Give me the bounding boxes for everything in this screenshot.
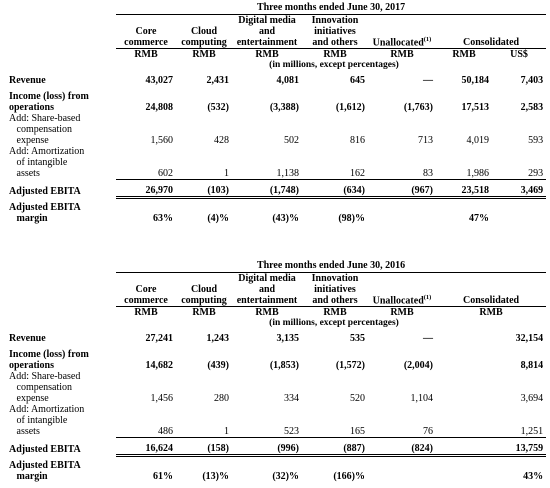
cell: 83 bbox=[368, 146, 436, 179]
seg-cloud: Cloud computing bbox=[181, 26, 227, 48]
row-label: Revenue bbox=[9, 333, 46, 345]
row-label: Adjusted EBITA bbox=[9, 444, 81, 456]
cell: 43% bbox=[523, 471, 544, 483]
cell: 520 bbox=[350, 393, 365, 405]
cell bbox=[492, 197, 546, 224]
cell: 334 bbox=[284, 393, 299, 405]
table-row bbox=[6, 455, 546, 482]
cell: 23,518 bbox=[436, 179, 492, 197]
cell: 502 bbox=[284, 135, 299, 147]
cell: 4,019 bbox=[466, 135, 489, 147]
row-label: Add: Share-based compensation expense bbox=[9, 371, 81, 405]
table-row bbox=[6, 197, 546, 224]
currency-rmb: RMB bbox=[232, 307, 302, 319]
currency-rmb: RMB bbox=[302, 49, 368, 61]
cell: (634) bbox=[302, 179, 368, 197]
seg-unallocated: Unallocated$^{(1)}$ bbox=[372, 293, 432, 306]
cell: 1,251 bbox=[436, 404, 546, 437]
cell: 4,081 bbox=[276, 75, 299, 87]
table-2016 bbox=[6, 260, 546, 482]
cell: 50,184 bbox=[461, 75, 489, 87]
cell: (13)% bbox=[202, 471, 229, 483]
cell: (1,763) bbox=[403, 102, 433, 114]
row-label: Add: Share-based compensation expense bbox=[9, 113, 81, 147]
table-row bbox=[6, 371, 546, 404]
cell: 8,814 bbox=[520, 360, 544, 372]
cell: 645 bbox=[350, 75, 365, 87]
cell: 162 bbox=[302, 146, 368, 179]
cell: 280 bbox=[214, 393, 229, 405]
cell: 24,808 bbox=[145, 102, 173, 114]
cell: (2,004) bbox=[403, 360, 433, 372]
cell: (98)% bbox=[338, 213, 365, 225]
cell: 816 bbox=[350, 135, 365, 147]
seg-core: Core commerce bbox=[124, 284, 168, 306]
table-row bbox=[6, 344, 546, 371]
seg-cloud: Cloud computing bbox=[181, 284, 227, 306]
seg-consolidated: Consolidated bbox=[462, 37, 520, 48]
row-label: Adjusted EBITA margin bbox=[9, 460, 81, 483]
cell: 1,986 bbox=[436, 146, 492, 179]
cell: (1,748) bbox=[232, 179, 302, 197]
cell: (824) bbox=[368, 437, 436, 455]
cell: 76 bbox=[368, 404, 436, 437]
table-row bbox=[6, 404, 546, 437]
units-note: (in millions, except percentages) bbox=[269, 60, 399, 70]
cell: (103) bbox=[176, 179, 232, 197]
period-heading: Three months ended June 30, 2016 bbox=[116, 260, 546, 273]
row-label: Revenue bbox=[9, 75, 46, 87]
seg-digital: Digital media and entertainment bbox=[236, 273, 298, 306]
cell: (166)% bbox=[333, 471, 365, 483]
cell: (967) bbox=[368, 179, 436, 197]
currency-rmb: RMB bbox=[368, 49, 436, 61]
cell: (1,612) bbox=[335, 102, 365, 114]
cell: 602 bbox=[116, 146, 176, 179]
cell: 165 bbox=[302, 404, 368, 437]
cell: 1,243 bbox=[206, 333, 229, 345]
seg-digital: Digital media and entertainment bbox=[236, 15, 298, 48]
period-heading: Three months ended June 30, 2017 bbox=[116, 2, 546, 15]
cell: 535 bbox=[350, 333, 365, 345]
cell: 1,138 bbox=[232, 146, 302, 179]
cell: 3,694 bbox=[520, 393, 544, 405]
cell: 26,970 bbox=[116, 179, 176, 197]
cell: 523 bbox=[232, 404, 302, 437]
row-label: Add: Amortization of intangible assets bbox=[9, 146, 85, 180]
cell: 13,759 bbox=[436, 437, 546, 455]
cell: 1 bbox=[176, 146, 232, 179]
currency-rmb: RMB bbox=[232, 49, 302, 61]
section-2016 bbox=[0, 260, 550, 482]
cell: 2,431 bbox=[206, 75, 229, 87]
cell: 293 bbox=[492, 146, 546, 179]
seg-consolidated: Consolidated bbox=[462, 295, 520, 306]
units-note: (in millions, except percentages) bbox=[269, 318, 399, 328]
table-row bbox=[6, 328, 546, 344]
row-label: Adjusted EBITA margin bbox=[9, 202, 81, 225]
seg-innovation: Innovation initiatives and others bbox=[311, 15, 359, 48]
seg-unallocated: Unallocated$^{(1)}$ bbox=[372, 35, 432, 48]
table-row bbox=[6, 70, 546, 86]
cell: (43)% bbox=[272, 213, 299, 225]
row-label: Adjusted EBITA bbox=[9, 186, 81, 198]
cell: (1,853) bbox=[269, 360, 299, 372]
cell: 27,241 bbox=[145, 333, 173, 345]
cell: 3,469 bbox=[492, 179, 546, 197]
row-label: Add: Amortization of intangible assets bbox=[9, 404, 85, 438]
cell bbox=[368, 197, 436, 224]
cell: 1,456 bbox=[150, 393, 173, 405]
row-label: Income (loss) from operations bbox=[9, 349, 89, 372]
cell: 1,560 bbox=[150, 135, 173, 147]
currency-rmb: RMB bbox=[302, 307, 368, 319]
cell: (158) bbox=[176, 437, 232, 455]
cell: 3,135 bbox=[276, 333, 299, 345]
cell: 14,682 bbox=[145, 360, 173, 372]
row-label: Income (loss) from operations bbox=[9, 91, 89, 114]
cell: — bbox=[423, 75, 433, 87]
cell bbox=[368, 455, 436, 482]
currency-rmb: RMB bbox=[176, 49, 232, 61]
cell: 486 bbox=[116, 404, 176, 437]
cell: (532) bbox=[207, 102, 229, 114]
cell: 2,583 bbox=[520, 102, 544, 114]
cell: (439) bbox=[207, 360, 229, 372]
seg-core: Core commerce bbox=[124, 26, 168, 48]
currency-rmb: RMB bbox=[436, 307, 546, 319]
cell: 63% bbox=[153, 213, 173, 225]
cell: 43,027 bbox=[145, 75, 173, 87]
cell: (4)% bbox=[207, 213, 229, 225]
cell: 7,403 bbox=[520, 75, 544, 87]
cell: 16,624 bbox=[116, 437, 176, 455]
cell: 17,513 bbox=[461, 102, 489, 114]
cell: (887) bbox=[302, 437, 368, 455]
currency-rmb: RMB bbox=[116, 307, 176, 319]
cell: 593 bbox=[528, 135, 544, 147]
table-row bbox=[6, 437, 546, 455]
cell: (1,572) bbox=[335, 360, 365, 372]
seg-innovation: Innovation initiatives and others bbox=[311, 273, 359, 306]
table-row bbox=[6, 146, 546, 179]
table-row bbox=[6, 113, 546, 146]
cell: — bbox=[423, 333, 433, 345]
cell: 1 bbox=[176, 404, 232, 437]
cell: 1,104 bbox=[410, 393, 433, 405]
table-row bbox=[6, 179, 546, 197]
cell: (3,388) bbox=[269, 102, 299, 114]
cell: 47% bbox=[469, 213, 489, 225]
currency-rmb: RMB bbox=[436, 49, 492, 61]
cell: 713 bbox=[418, 135, 433, 147]
table-2017 bbox=[6, 2, 546, 224]
cell: 32,154 bbox=[515, 333, 544, 345]
cell: (996) bbox=[232, 437, 302, 455]
cell: (32)% bbox=[272, 471, 299, 483]
table-row bbox=[6, 86, 546, 113]
cell: 61% bbox=[153, 471, 173, 483]
section-2017 bbox=[0, 2, 550, 224]
currency-rmb: RMB bbox=[368, 307, 436, 319]
currency-usd: US$ bbox=[492, 49, 546, 61]
currency-rmb: RMB bbox=[116, 49, 176, 61]
currency-rmb: RMB bbox=[176, 307, 232, 319]
cell: 428 bbox=[214, 135, 229, 147]
